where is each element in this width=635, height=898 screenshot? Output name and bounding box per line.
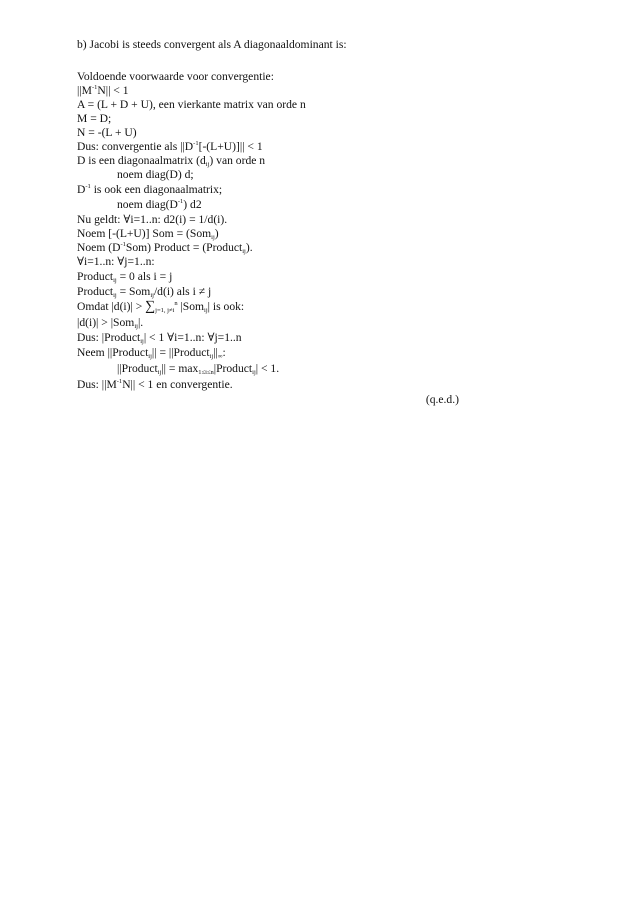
dus-prod-text-b: | < 1 ∀i=1..n: ∀j=1..n	[143, 331, 242, 344]
product-zero-tail: = 0 als i = j	[116, 270, 173, 283]
line-forall-ij	[77, 255, 155, 269]
ij-subscript: ij	[209, 353, 214, 360]
line-norm-condition	[77, 84, 129, 98]
norm-close: N|| < 1	[97, 84, 129, 97]
def-A-text: A = (L + D + U), een vierkante matrix van orde n	[77, 98, 306, 111]
neem-text-c: ||	[213, 346, 218, 359]
max-text-d: | < 1.	[255, 362, 280, 375]
max-text-b: || = max	[161, 362, 199, 375]
d-diag-text-b: ) van orde n	[209, 154, 266, 167]
noem-diag-dinv-b: ) d2	[183, 198, 202, 211]
line-def-N	[77, 126, 137, 140]
line-noem-diag-dinv	[117, 198, 202, 212]
noem-diag-d-text: noem diag(D) d;	[117, 168, 194, 181]
line-noem-diag-d	[117, 168, 194, 182]
neem-text-b: || = ||Product	[151, 346, 210, 359]
line-Dinv-diagonal	[77, 183, 222, 197]
ij-subscript: ij	[134, 323, 138, 330]
dus-prod-text-a: Dus: |Product	[77, 331, 141, 344]
neem-text-d: :	[222, 346, 226, 359]
paren-close-dot: ).	[245, 241, 253, 254]
sum-superscript: n	[174, 300, 178, 307]
ij-subscript: ij	[150, 292, 154, 299]
nu-geldt-text: Nu geldt: ∀i=1..n: d2(i) = 1/d(i).	[77, 213, 228, 226]
ij-subscript: ij	[205, 161, 210, 168]
noem-prod-a: Noem (D	[77, 241, 121, 254]
omdat-text-c: | is ook:	[207, 300, 245, 313]
ij-subscript: ij	[113, 292, 117, 299]
conv-text-b: [-(L+U)]|| < 1	[198, 140, 263, 153]
omdat-text-b: |Som	[177, 300, 205, 313]
product-word: Product	[77, 270, 114, 283]
forall-ij-text: ∀i=1..n: ∀j=1..n:	[77, 255, 155, 268]
line-convergence-condition	[77, 140, 263, 154]
ij-subscript: ij	[252, 369, 256, 376]
ij-subscript: ij	[148, 353, 152, 360]
intro-text: b) Jacobi is steeds convergent als A diagonaaldominant is:	[77, 38, 347, 51]
inverse-superscript: -1	[177, 198, 184, 205]
line-dus-final	[77, 378, 233, 392]
abs-d-text-b: |.	[137, 316, 144, 329]
inverse-superscript: -1	[91, 84, 98, 91]
neem-text-a: Neem ||Product	[77, 346, 149, 359]
max-range-subscript: 1≤i≤n	[198, 369, 214, 376]
line-noem-som	[77, 227, 219, 241]
line-noem-product	[77, 241, 253, 255]
norm-open: ||M	[77, 84, 92, 97]
voldoende-text: Voldoende voorwaarde voor convergentie:	[77, 70, 274, 83]
def-M-text: M = D;	[77, 112, 112, 125]
product-word: Product	[77, 285, 114, 298]
inverse-superscript: -1	[85, 183, 91, 190]
sum-subscript: j=1, j≠i	[155, 307, 175, 314]
line-max-norm	[117, 362, 279, 376]
paren-close: )	[214, 227, 219, 240]
omdat-text-a: Omdat |d(i)| >	[77, 300, 146, 313]
line-neem-norm	[77, 346, 226, 360]
ij-subscript: ij	[211, 234, 215, 241]
d-diag-text-a: D is een diagonaalmatrix (d	[77, 154, 206, 167]
product-eq-som: = Som	[116, 285, 151, 298]
line-nu-geldt	[77, 213, 227, 227]
qed-text: (q.e.d.)	[425, 393, 459, 406]
inverse-superscript: -1	[116, 378, 123, 385]
def-N-text: N = -(L + U)	[77, 126, 137, 139]
line-qed	[426, 393, 459, 407]
ij-subscript: ij	[113, 277, 117, 284]
dus-final-a: Dus: ||M	[77, 378, 117, 391]
noem-diag-dinv-a: noem diag(D	[117, 198, 178, 211]
max-text-c: |Product	[213, 362, 253, 375]
infinity-subscript: ∞	[217, 353, 223, 360]
line-product-zero	[77, 270, 172, 284]
conv-text-a: Dus: convergentie als ||D	[77, 140, 194, 153]
line-intro	[77, 38, 347, 52]
summation-symbol: ∑	[145, 299, 156, 314]
ij-subscript: ij	[140, 338, 144, 345]
noem-prod-b: Som) Product = (Product	[125, 241, 243, 254]
line-dus-product	[77, 331, 242, 345]
line-omdat	[77, 300, 244, 314]
dus-final-b: N|| < 1 en convergentie.	[122, 378, 233, 391]
noem-som-text: Noem [-(L+U)] Som = (Som	[77, 227, 212, 240]
abs-d-text-a: |d(i)| > |Som	[77, 316, 135, 329]
line-voldoende	[77, 70, 274, 84]
inverse-superscript: -1	[193, 140, 199, 147]
line-D-diagonal	[77, 154, 265, 168]
max-text-a: ||Product	[117, 362, 158, 375]
inverse-superscript: -1	[120, 241, 126, 248]
line-abs-d	[77, 316, 143, 330]
line-def-A	[77, 98, 306, 112]
dinv-diag-text: is ook een diagonaalmatrix;	[90, 183, 223, 196]
ij-subscript: ij	[204, 307, 208, 314]
line-product-som	[77, 285, 211, 299]
product-som-tail: /d(i) als i ≠ j	[153, 285, 212, 298]
line-def-M	[77, 112, 111, 126]
ij-subscript: ij	[157, 369, 162, 376]
letter-D: D	[77, 183, 86, 196]
ij-subscript: ij	[242, 248, 246, 255]
